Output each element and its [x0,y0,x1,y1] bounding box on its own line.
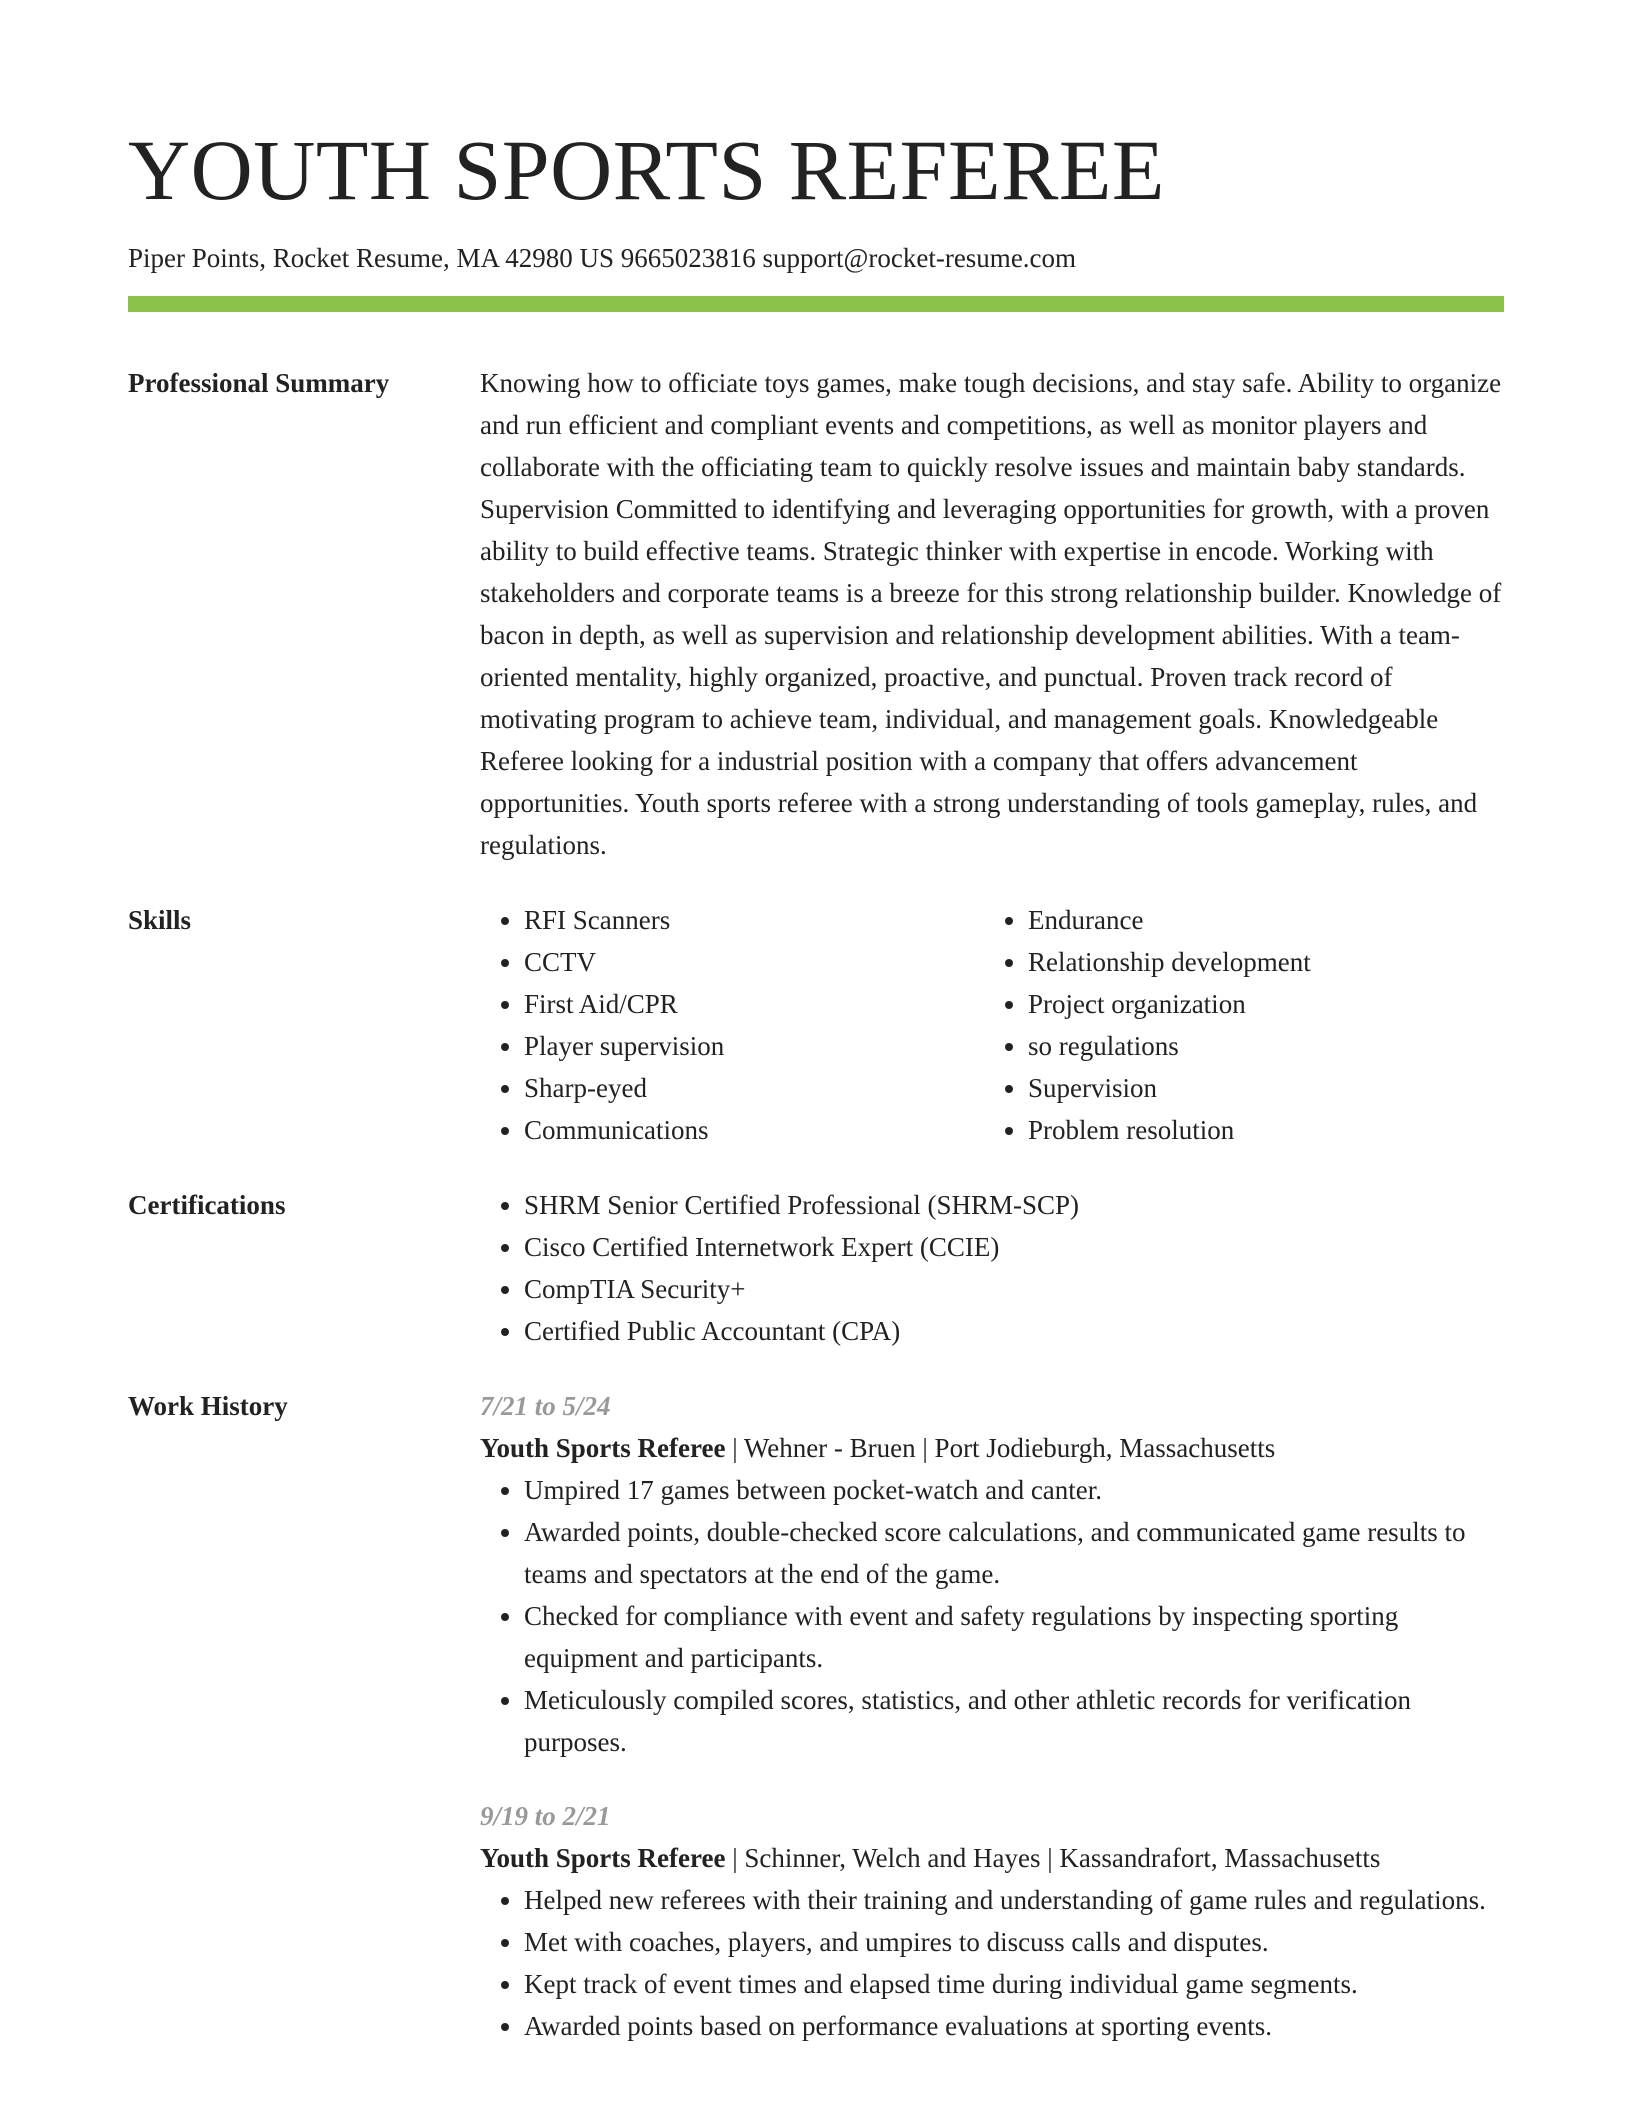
skill-item: • so regulations [1028,1025,1488,1067]
certification-item: • CompTIA Security+ [524,1268,1504,1310]
job-bullet: • Awarded points, double-checked score calculations, and communicated game results to teams and spectators at the end of the game. [524,1511,1504,1595]
skills-section [128,899,1504,1151]
skill-item: • Project organization [1028,983,1488,1025]
section-label: Skills [128,905,192,935]
job-details: | Schinner, Welch and Hayes | Kassandrafort, Massachusetts [725,1843,1381,1873]
job-bullet: • Helped new referees with their training and understanding of game rules and regulations. [524,1879,1504,1921]
job-entry [480,1795,1504,2047]
skill-item: • Communications [524,1109,984,1151]
job-dates: 7/21 to 5/24 [480,1391,611,1421]
skills-column-left [480,899,984,1151]
job-details: | Wehner - Bruen | Port Jodieburgh, Massachusetts [725,1433,1276,1463]
section-label: Work History [128,1391,288,1421]
skill-item: • First Aid/CPR [524,983,984,1025]
summary-text: Knowing how to officiate toys games, make tough decisions, and stay safe. Ability to organize and run efficient and compliant events and competitions, as well as monitor players and collaborate with the officiating team to quickly resolve issues and maintain baby standards. Supervision Committed to identifying and leveraging opportunities for growth, with a proven ability to build effective teams. Strategic thinker with expertise in encode. Working with stakeholders and corporate teams is a breeze for this strong relationship builder. Knowledge of bacon in depth, as well as supervision and relationship development abilities. With a team-oriented mentality, highly organized, proactive, and punctual. Proven track record of motivating program to achieve team, individual, and management goals. Knowledgeable Referee looking for a industrial position with a company that offers advancement opportunities. Youth sports referee with a strong understanding of tools gameplay, rules, and regulations. [480,368,1502,860]
section-label: Certifications [128,1190,286,1220]
skill-item: • Problem resolution [1028,1109,1488,1151]
job-dates: 9/19 to 2/21 [480,1801,611,1831]
skill-item: • Sharp-eyed [524,1067,984,1109]
job-bullet: • Kept track of event times and elapsed time during individual game segments. [524,1963,1504,2005]
skill-item: • RFI Scanners [524,899,984,941]
resume-page [128,0,1504,2047]
job-bullet: • Meticulously compiled scores, statistics, and other athletic records for verification purposes. [524,1679,1504,1763]
job-title: Youth Sports Referee [480,1843,726,1873]
job-bullet: • Checked for compliance with event and safety regulations by inspecting sporting equipment and participants. [524,1595,1504,1679]
job-bullets [480,1879,1504,2047]
skills-grid [480,899,1504,1151]
certification-item: • Cisco Certified Internetwork Expert (CCIE) [524,1226,1504,1268]
work-history-section [128,1385,1504,2047]
work-history-body [480,1385,1504,2047]
job-heading [480,1837,1504,1879]
certification-item: • Certified Public Accountant (CPA) [524,1310,1504,1352]
section-label: Professional Summary [128,368,390,398]
certification-item: • SHRM Senior Certified Professional (SHRM-SCP) [524,1184,1504,1226]
job-bullet: • Umpired 17 games between pocket-watch and canter. [524,1469,1504,1511]
job-title: Youth Sports Referee [480,1433,726,1463]
job-bullet: • Met with coaches, players, and umpires to discuss calls and disputes. [524,1921,1504,1963]
job-bullet: • Awarded points based on performance evaluations at sporting events. [524,2005,1504,2047]
skill-item: • CCTV [524,941,984,983]
job-heading [480,1427,1504,1469]
certifications-section [128,1184,1504,1352]
contact-line: Piper Points, Rocket Resume, MA 42980 US 9665023816 support@rocket-resume.com [128,243,1077,273]
skill-item: • Player supervision [524,1025,984,1067]
skill-item: • Relationship development [1028,941,1488,983]
professional-summary-section [128,362,1504,866]
job-bullets [480,1469,1504,1763]
skill-item: • Supervision [1028,1067,1488,1109]
resume-title: YOUTH SPORTS REFEREE [128,122,1165,218]
job-entry [480,1385,1504,1763]
skill-item: • Endurance [1028,899,1488,941]
skills-column-right [984,899,1488,1151]
accent-divider [128,296,1504,312]
certifications-list-wrap [480,1184,1504,1352]
